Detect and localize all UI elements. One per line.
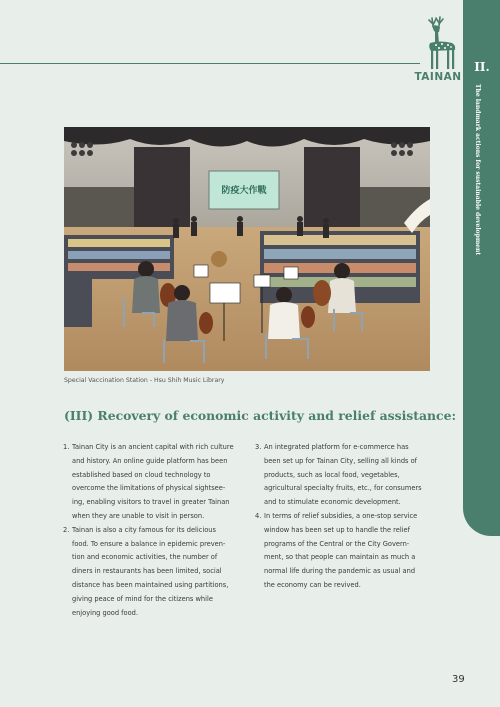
vaccination-station-photo: [64, 127, 430, 371]
page-number: 39: [452, 674, 465, 685]
chapter-number: II.: [474, 60, 490, 74]
list-item-number: 3.: [255, 443, 262, 451]
list-item-line: diners in restaurants has been limited, social: [72, 567, 222, 576]
list-item-line: giving peace of mind for the citizens while: [72, 594, 213, 603]
list-item-line: food. To ensure a balance in epidemic preven-: [72, 539, 226, 548]
list-item: [255, 441, 435, 510]
list-item-line: Tainan City is an ancient capital with rich culture: [72, 443, 234, 451]
list-item-line: when they are unable to visit in person.: [72, 511, 205, 520]
list-item-line: normal life during the pandemic as usual and: [264, 567, 416, 576]
list-item: [63, 524, 243, 621]
photo-caption: Special Vaccination Station - Hsu Shih Music Library: [64, 377, 225, 384]
list-item-line: ment, so that people can maintain as much a: [264, 553, 416, 562]
deer-logo-icon: [418, 14, 462, 74]
list-item-line: An integrated platform for e-commerce has: [264, 443, 409, 451]
list-item-line: and history. An online guide platform has been: [72, 456, 228, 465]
list-item-line: programs of the Central or the City Govern-: [264, 539, 410, 548]
list-item-number: 4.: [255, 511, 262, 520]
list-column-left: [63, 441, 243, 620]
tainan-logo-text: TAINAN: [414, 71, 462, 83]
list-item: [255, 510, 435, 593]
list-item-line: distance has been maintained using partitions,: [72, 580, 229, 589]
chapter-side-tab: [463, 0, 500, 536]
list-item-line: products, such as local food, vegetables,: [264, 470, 400, 479]
list-item-line: agricultural specialty fruits, etc., for consumers: [264, 484, 422, 493]
list-item-number: 2.: [63, 525, 70, 534]
list-item-line: tion and economic activities, the number of: [72, 553, 218, 562]
screen-banner-text: 防疫大作戰: [221, 186, 267, 196]
list-item-line: In terms of relief subsidies, a one-stop service: [264, 511, 418, 520]
list-item-line: window has been set up to handle the relief: [264, 525, 410, 534]
list-item-line: been set up for Tainan City, selling all kinds of: [264, 456, 418, 465]
list-item-number: 1.: [63, 443, 70, 451]
list-item-line: the economy can be revived.: [264, 580, 361, 589]
list-column-right: [255, 441, 435, 593]
list-item-line: ing, enabling visitors to travel in greater Tainan: [72, 498, 230, 507]
chapter-title-container: [469, 84, 493, 256]
section-heading: (III) Recovery of economic activity and relief assistance:: [64, 408, 457, 423]
list-item-line: overcome the limitations of physical sightsee-: [72, 484, 226, 493]
list-item-line: Tainan is also a city famous for its delicious: [72, 525, 216, 534]
list-item-line: enjoying good food.: [72, 608, 138, 617]
chapter-title: The landmark actions for sustainable development: [474, 84, 481, 256]
header-rule: [0, 63, 420, 64]
list-item-line: and to stimulate economic development.: [264, 498, 401, 507]
list-item: [63, 441, 243, 524]
list-item-line: established based on cloud technology to: [72, 470, 211, 479]
